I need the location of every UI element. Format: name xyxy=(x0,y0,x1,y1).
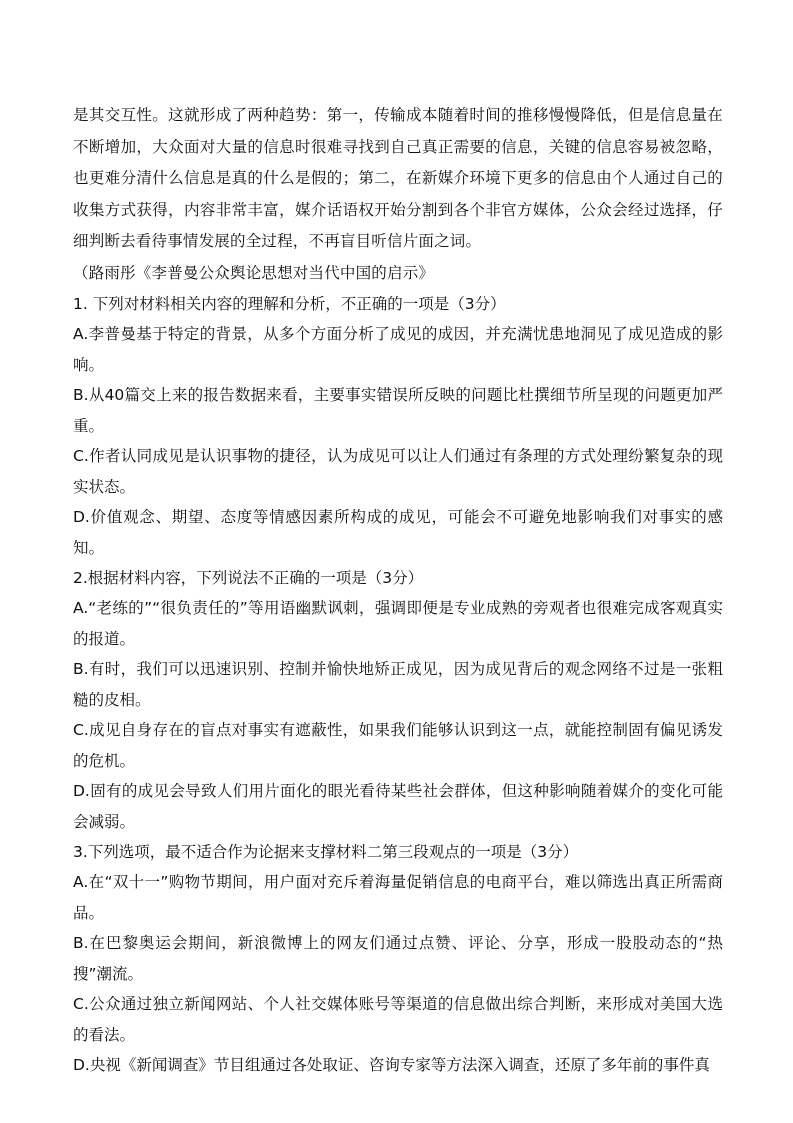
question-stem: 2.根据材料内容，下列说法不正确的一项是（3分） xyxy=(73,569,424,587)
option-c: C.成见自身存在的盲点对事实有遮蔽性，如果我们能够认识到这一点，就能控制固有偏见诱发的危机。 xyxy=(73,721,723,770)
option-d: D.固有的成见会导致人们用片面化的眼光看待某些社会群体，但这种影响随着媒介的变化可能会减弱。 xyxy=(73,782,723,831)
option-a: A.李普曼基于特定的背景，从多个方面分析了成见的成因，并充满忧患地洞见了成见造成的影响。 xyxy=(73,325,723,374)
question-3 xyxy=(73,837,723,1081)
question-stem: 1. 下列对材料相关内容的理解和分析，不正确的一项是（3分） xyxy=(73,295,506,313)
reading-passage xyxy=(73,100,723,289)
document-page xyxy=(73,100,723,1081)
question-stem: 3.下列选项，最不适合作为论据来支撑材料二第三段观点的一项是（3分） xyxy=(73,843,579,861)
question-list xyxy=(73,289,723,1081)
question-2 xyxy=(73,563,723,837)
option-a: A.在“双十一”购物节期间，用户面对充斥着海量促销信息的电商平台，难以筛选出真正所需商品。 xyxy=(73,873,723,922)
option-b: B.从40篇交上来的报告数据来看，主要事实错误所反映的问题比杜撰细节所呈现的问题更加严重。 xyxy=(73,386,723,435)
option-b: B.在巴黎奥运会期间，新浪微博上的网友们通过点赞、评论、分享，形成一股股动态的“热搜”潮流。 xyxy=(73,934,723,983)
option-d: D.价值观念、期望、态度等情感因素所构成的成见，可能会不可避免地影响我们对事实的感知。 xyxy=(73,508,723,557)
passage-source: （路雨彤《李普曼公众舆论思想对当代中国的启示》 xyxy=(73,263,435,282)
option-c: C.公众通过独立新闻网站、个人社交媒体账号等渠道的信息做出综合判断，来形成对美国大选的看法。 xyxy=(73,995,723,1044)
option-d: D.央视《新闻调查》节目组通过各处取证、咨询专家等方法深入调查，还原了多年前的事件真 xyxy=(73,1056,710,1074)
passage-paragraph: 是其交互性。这就形成了两种趋势：第一，传输成本随着时间的推移慢慢降低，但是信息量在不断增加，大众面对大量的信息时很难寻找到自己真正需要的信息，关键的信息容易被忽略，也更难分清什么信息是真的什么是假的；第二，在新媒介环境下更多的信息由个人通过自己的收集方式获得，内容非常丰富，媒介话语权开始分割到各个非官方媒体，公众会经过选择，仔细判断去看待事情发展的全过程，不再盲目听信片面之词。 xyxy=(73,106,723,250)
option-a: A.“老练的”“很负责任的”等用语幽默讽刺，强调即便是专业成熟的旁观者也很难完成客观真实的报道。 xyxy=(73,599,723,648)
option-c: C.作者认同成见是认识事物的捷径，认为成见可以让人们通过有条理的方式处理纷繁复杂的现实状态。 xyxy=(73,447,723,496)
question-1 xyxy=(73,289,723,563)
option-b: B.有时，我们可以迅速识别、控制并愉快地矫正成见，因为成见背后的观念网络不过是一张粗糙的皮相。 xyxy=(73,660,723,709)
